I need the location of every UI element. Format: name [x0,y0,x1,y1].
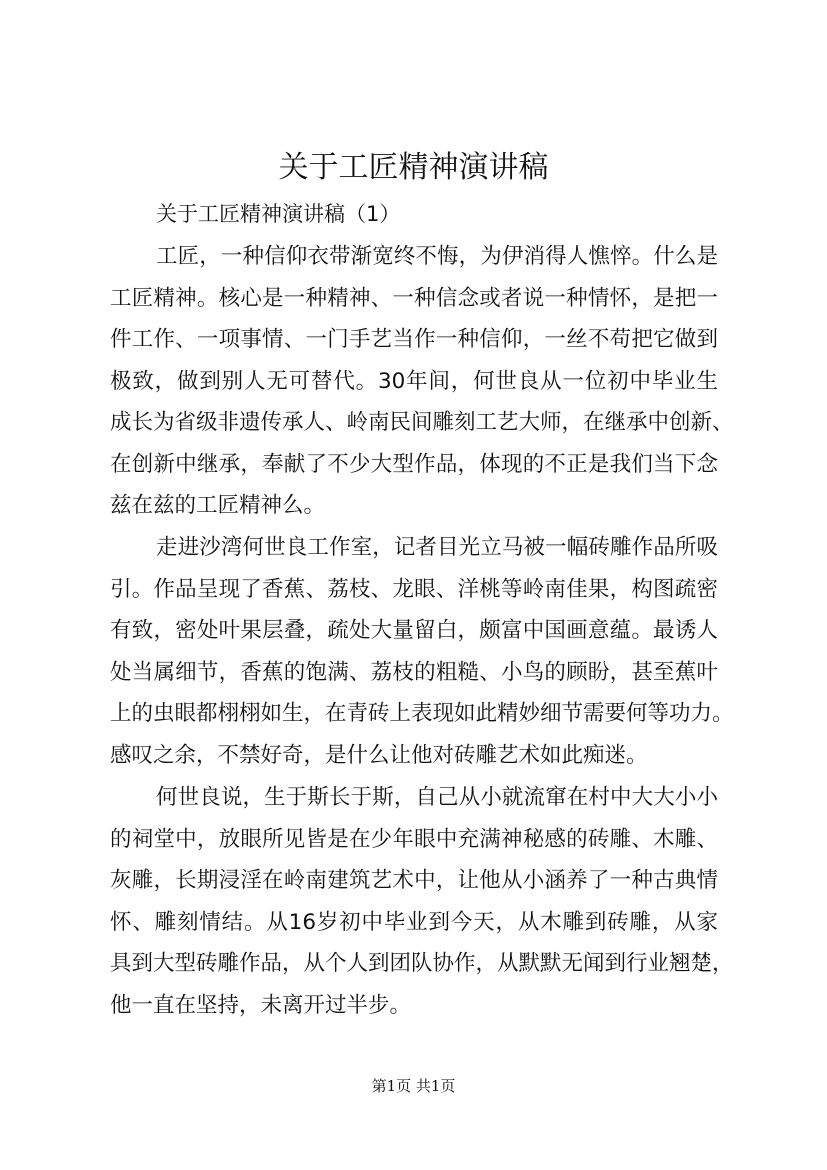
paragraph-line: 引。作品呈现了香蕉、荔枝、龙眼、洋桃等岭南佳果，构图疏密 [110,576,718,602]
document-title: 关于工匠精神演讲稿 [278,150,549,185]
paragraph-line: 走进沙湾何世良工作室，记者目光立马被一幅砖雕作品所吸 [156,535,718,560]
paragraph-line: 灰雕，长期浸淫在岭南建筑艺术中，让他从小涵养了一种古典情 [110,868,718,893]
paragraph-line: 件工作、一项事情、一门手艺当作一种信仰，一丝不苟把它做到 [110,327,718,352]
document-subtitle: 关于工匠精神演讲稿（1） [156,202,401,226]
paragraph-line: 成长为省级非遗传承人、岭南民间雕刻工艺大师，在继承中创新、 [110,410,734,435]
paragraph-line: 感叹之余，不禁好奇，是什么让他对砖雕艺术如此痴迷。 [110,742,648,768]
paragraph-line: 在创新中继承，奉献了不少大型作品，体现的不正是我们当下念 [110,451,718,477]
paragraph-line: 工匠精神。核心是一种精神、一种信念或者说一种情怀，是把一 [110,285,718,311]
paragraph-line: 工匠，一种信仰衣带渐宽终不悔，为伊消得人憔悴。什么是 [156,244,718,269]
paragraph-line: 上的虫眼都栩栩如生，在青砖上表现如此精妙细节需要何等功力。 [110,701,734,726]
paragraph-2 [110,527,734,776]
paragraph-line: 他一直在坚持，未离开过半步。 [110,992,412,1018]
paragraph-line: 兹在兹的工匠精神么。 [110,493,326,518]
paragraph-3 [110,777,734,1026]
paragraph-line: 有致，密处叶果层叠，疏处大量留白，颇富中国画意蕴。最诱人 [110,618,718,643]
paragraph-line: 怀、雕刻情结。从16岁初中毕业到今天，从木雕到砖雕，从家 [110,909,718,935]
paragraph-line: 的祠堂中，放眼所见皆是在少年眼中充满神秘感的砖雕、木雕、 [110,826,718,852]
page-footer: 第1页 共1页 [371,1077,456,1095]
paragraph-line: 极致，做到别人无可替代。30年间，何世良从一位初中毕业生 [110,368,718,394]
paragraph-line: 何世良说，生于斯长于斯，自己从小就流窜在村中大大小小 [156,785,718,810]
paragraph-line: 处当属细节，香蕉的饱满、荔枝的粗糙、小鸟的顾盼，甚至蕉叶 [110,659,718,685]
paragraph-1 [110,236,734,527]
paragraph-line: 具到大型砖雕作品，从个人到团队协作，从默默无闻到行业翘楚， [110,951,734,976]
